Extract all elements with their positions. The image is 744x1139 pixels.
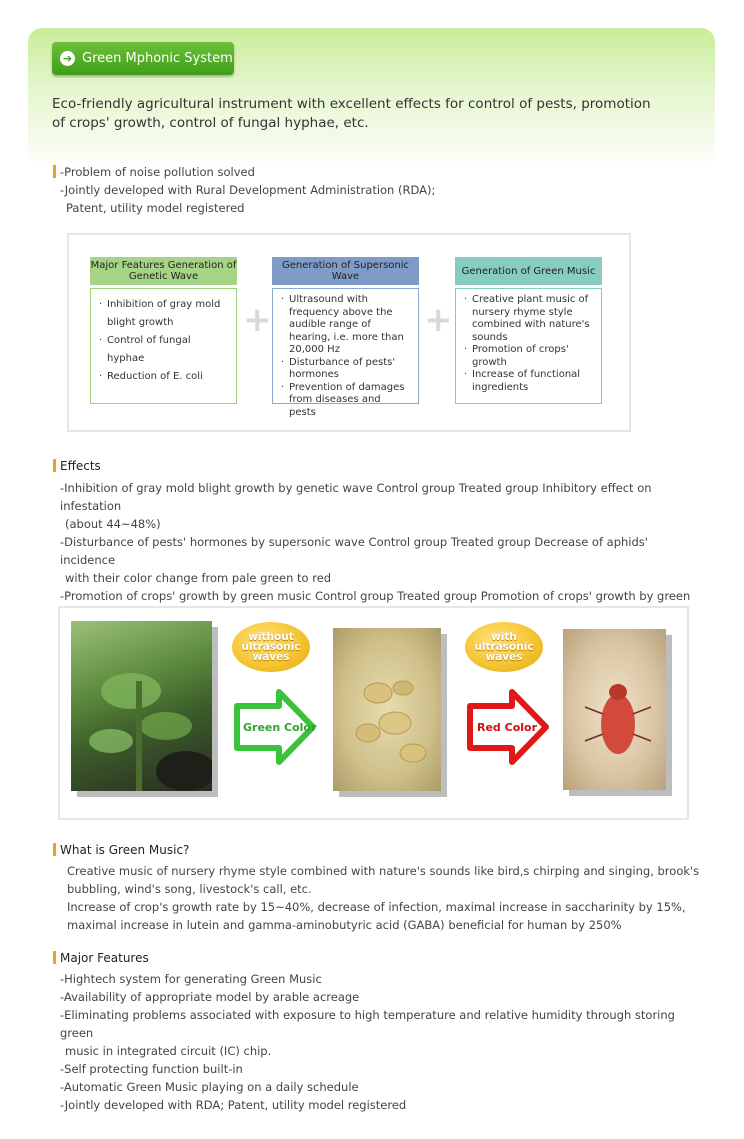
aphid-red-photo — [563, 629, 666, 790]
list-item: · Control of fungal hyphae — [99, 332, 228, 368]
bullet-marker-icon — [53, 951, 56, 964]
list-item: · Disturbance of pests' hormones — [281, 357, 410, 382]
plant-image — [71, 621, 212, 791]
red-aphid-image — [563, 629, 666, 790]
summary-block: -Problem of noise pollution solved -Jointly developed with Rural Development Administration (RDA); Patent, utility model registered — [53, 163, 435, 217]
list-item: · Ultrasound with frequency above the audible range of hearing, i.e. more than 20,000 Hz — [281, 294, 410, 357]
green-music-heading: What is Green Music? — [53, 843, 189, 857]
major-features-heading: Major Features — [53, 951, 149, 965]
green-music-text: Creative music of nursery rhyme style combined with nature's sounds like bird,s chirping and singing, brook's bubbling, wind's song, livestock's call, etc. Increase of crop's growth rate by 15~40%, decrease of infection, maximal increase in saccharinity by 15%, maximal increase in lutein and gamma-aminobutyric acid (GABA) beneficial for human by 250% — [67, 864, 700, 932]
arrow-right-icon: ➔ — [60, 51, 75, 66]
green-color-label: Green Color — [243, 721, 317, 734]
plus-icon: + — [243, 300, 272, 340]
list-item: · Inhibition of gray mold blight growth — [99, 296, 228, 332]
feature-box-genetic — [90, 288, 237, 404]
feature-title-genetic: Major Features Generation of Genetic Wave — [90, 257, 237, 285]
feature-title-supersonic: Generation of Supersonic Wave — [272, 257, 419, 285]
title-badge — [52, 42, 234, 75]
speech-cloud-without: without ultrasonic waves — [232, 622, 310, 672]
feature-title-green-music: Generation of Green Music — [455, 257, 602, 285]
plus-icon: + — [424, 300, 453, 340]
effects-list: -Inhibition of gray mold blight growth by genetic wave Control group Treated group Inhibitory effect on infestation (about 44~48%) -Disturbance of pests' hormones by supersonic wave Control group Treated group Decrease of aphids' incidence with their color change from pale green to red -Promotion of crops' growth by green music Control group Treated group Promotion of crops' growth by green — [60, 481, 691, 603]
bullet-marker-icon — [53, 165, 56, 178]
list-item: · Prevention of damages from diseases and pests — [281, 382, 410, 420]
aphids-image — [333, 628, 441, 791]
aphids-green-photo — [333, 628, 441, 791]
list-item: · Promotion of crops' growth — [464, 344, 593, 369]
plant-photo — [71, 621, 212, 791]
feature-box-supersonic — [272, 288, 419, 418]
major-features-list: -Hightech system for generating Green Music -Availability of appropriate model by arable acreage -Eliminating problems associated with exposure to high temperature and relative humidity through storing green music in integrated circuit (IC) chip. -Self protecting function built-in -Automatic Green Music playing on a daily schedule -Jointly developed with RDA; Patent, utility model registered — [60, 972, 675, 1112]
bullet-marker-icon — [53, 459, 56, 472]
speech-cloud-with: with ultrasonic waves — [465, 622, 543, 672]
red-color-label: Red Color — [477, 721, 538, 734]
feature-box-green-music — [455, 288, 602, 404]
list-item: · Reduction of E. coli — [99, 368, 228, 386]
intro-text: Eco-friendly agricultural instrument with excellent effects for control of pests, promotion of crops' growth, control of fungal hyphae, etc. — [52, 96, 651, 131]
list-item: · Creative plant music of nursery rhyme style combined with nature's sounds — [464, 294, 593, 344]
bullet-marker-icon — [53, 843, 56, 856]
list-item: · Increase of functional ingredients — [464, 369, 593, 394]
page-title: Green Mphonic System — [82, 51, 233, 66]
effects-heading: Effects — [53, 459, 101, 473]
